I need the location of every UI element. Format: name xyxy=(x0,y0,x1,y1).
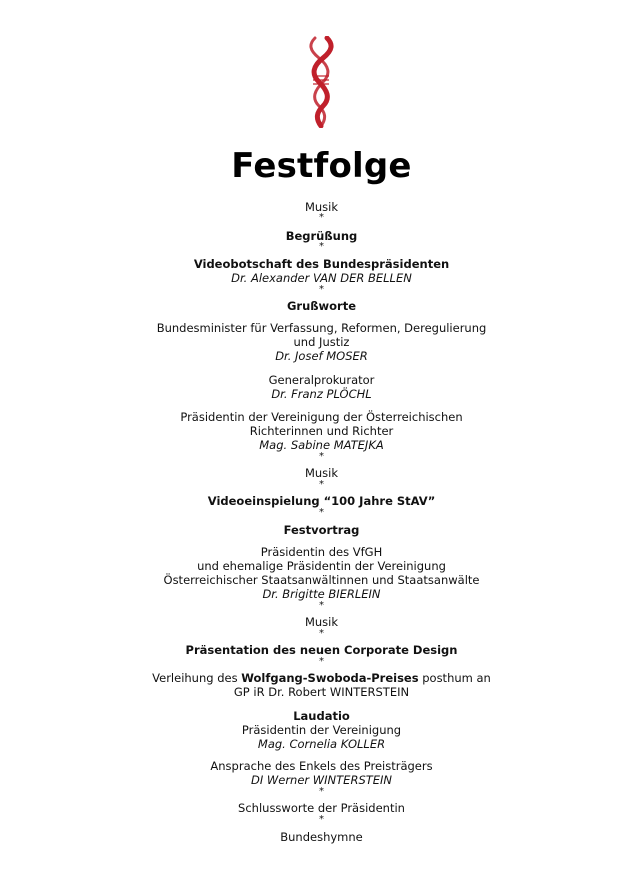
program-line-text: Wolfgang-Swoboda-Preises xyxy=(241,671,419,685)
program-line-text: Videoeinspielung “100 Jahre StAV” xyxy=(207,494,436,508)
program-line-text: Festvortrag xyxy=(283,523,360,537)
program-line xyxy=(0,387,643,401)
program-line-text: Laudatio xyxy=(293,709,350,723)
program-line-text: Präsidentin der Vereinigung der Österreichischen xyxy=(180,410,463,424)
program-line-text: * xyxy=(319,786,324,797)
program-line xyxy=(0,257,643,271)
separator-star xyxy=(0,452,643,462)
separator-star xyxy=(0,242,643,252)
program-line xyxy=(0,410,643,424)
program-line xyxy=(0,523,643,537)
program-line-text: DI Werner WINTERSTEIN xyxy=(250,773,393,787)
separator-star xyxy=(0,787,643,797)
program-line xyxy=(0,737,643,751)
program-line xyxy=(0,466,643,480)
program-line xyxy=(0,709,643,723)
program-line-text: Musik xyxy=(304,466,339,480)
separator-star xyxy=(0,285,643,295)
program-line xyxy=(0,773,643,787)
program-line xyxy=(0,349,643,363)
program-line-text: und Justiz xyxy=(293,335,350,349)
program-line-text: * xyxy=(319,212,324,223)
page-title: Festfolge xyxy=(231,146,412,186)
separator-star xyxy=(0,213,643,223)
program-line-text: * xyxy=(319,479,324,490)
program-line-text: * xyxy=(319,451,324,462)
program-line-text: Bundeshymne xyxy=(280,830,363,844)
program-line xyxy=(0,587,643,601)
program-line-text: * xyxy=(319,814,324,825)
program-line-text: Präsidentin des VfGH xyxy=(260,545,383,559)
separator-star xyxy=(0,480,643,490)
program-line-text: GP iR Dr. Robert WINTERSTEIN xyxy=(233,685,410,699)
program-line-text: Begrüßung xyxy=(285,229,358,243)
program-line xyxy=(0,801,643,815)
program-line-text: Musik xyxy=(304,615,339,629)
program-line xyxy=(0,615,643,629)
separator-star xyxy=(0,815,643,825)
program-line-text: * xyxy=(319,628,324,639)
dna-helix-icon xyxy=(303,36,339,128)
program-line-text: Generalprokurator xyxy=(268,373,375,387)
program-line xyxy=(0,573,643,587)
program-line-text: Richterinnen und Richter xyxy=(249,424,394,438)
separator-star xyxy=(0,508,643,518)
program-line xyxy=(0,759,643,773)
program-line-text: Bundesminister für Verfassung, Reformen, Deregulierung xyxy=(156,321,487,335)
program-line xyxy=(0,335,643,349)
program-line-text: Verleihung des xyxy=(152,671,242,685)
program-line xyxy=(0,321,643,335)
program-line-text: Dr. Josef MOSER xyxy=(275,349,368,363)
program-line-text: Dr. Franz PLÖCHL xyxy=(271,387,372,401)
program-line-text: * xyxy=(319,507,324,518)
program-line-text: Grußworte xyxy=(286,299,357,313)
program-line xyxy=(0,685,643,699)
program-line-text: Mag. Cornelia KOLLER xyxy=(257,737,386,751)
program-line-text: Musik xyxy=(304,200,339,214)
program-line-text: Dr. Brigitte BIERLEIN xyxy=(262,587,381,601)
program-line-text: * xyxy=(319,600,324,611)
program-line xyxy=(0,545,643,559)
program-line xyxy=(0,438,643,452)
program-line-text: * xyxy=(319,284,324,295)
program-line-text: Videobotschaft des Bundespräsidenten xyxy=(193,257,450,271)
program-line-text: Schlussworte der Präsidentin xyxy=(238,801,405,815)
program-line xyxy=(0,373,643,387)
program-line xyxy=(0,271,643,285)
program-line-text: und ehemalige Präsidentin der Vereinigung xyxy=(197,559,446,573)
program-line-text: Präsidentin der Vereinigung xyxy=(241,723,402,737)
program-line xyxy=(0,830,643,844)
program-line-text: posthum an xyxy=(418,671,491,685)
program-line xyxy=(0,299,643,313)
program-line-text: Mag. Sabine MATEJKA xyxy=(259,438,384,452)
program-line-text: Österreichischer Staatsanwältinnen und Staatsanwälte xyxy=(163,573,480,587)
program-line-text: * xyxy=(319,656,324,667)
program-line-text: * xyxy=(319,241,324,252)
separator-star xyxy=(0,629,643,639)
program-line xyxy=(0,559,643,573)
separator-star xyxy=(0,657,643,667)
separator-star xyxy=(0,601,643,611)
program-line xyxy=(0,723,643,737)
program-line xyxy=(0,494,643,508)
program-line-text: Ansprache des Enkels des Preisträgers xyxy=(210,759,433,773)
program-line xyxy=(0,671,643,685)
program-line xyxy=(0,424,643,438)
program-line-text: Präsentation des neuen Corporate Design xyxy=(185,643,458,657)
program-line-text: Dr. Alexander VAN DER BELLEN xyxy=(231,271,412,285)
program-line xyxy=(0,643,643,657)
